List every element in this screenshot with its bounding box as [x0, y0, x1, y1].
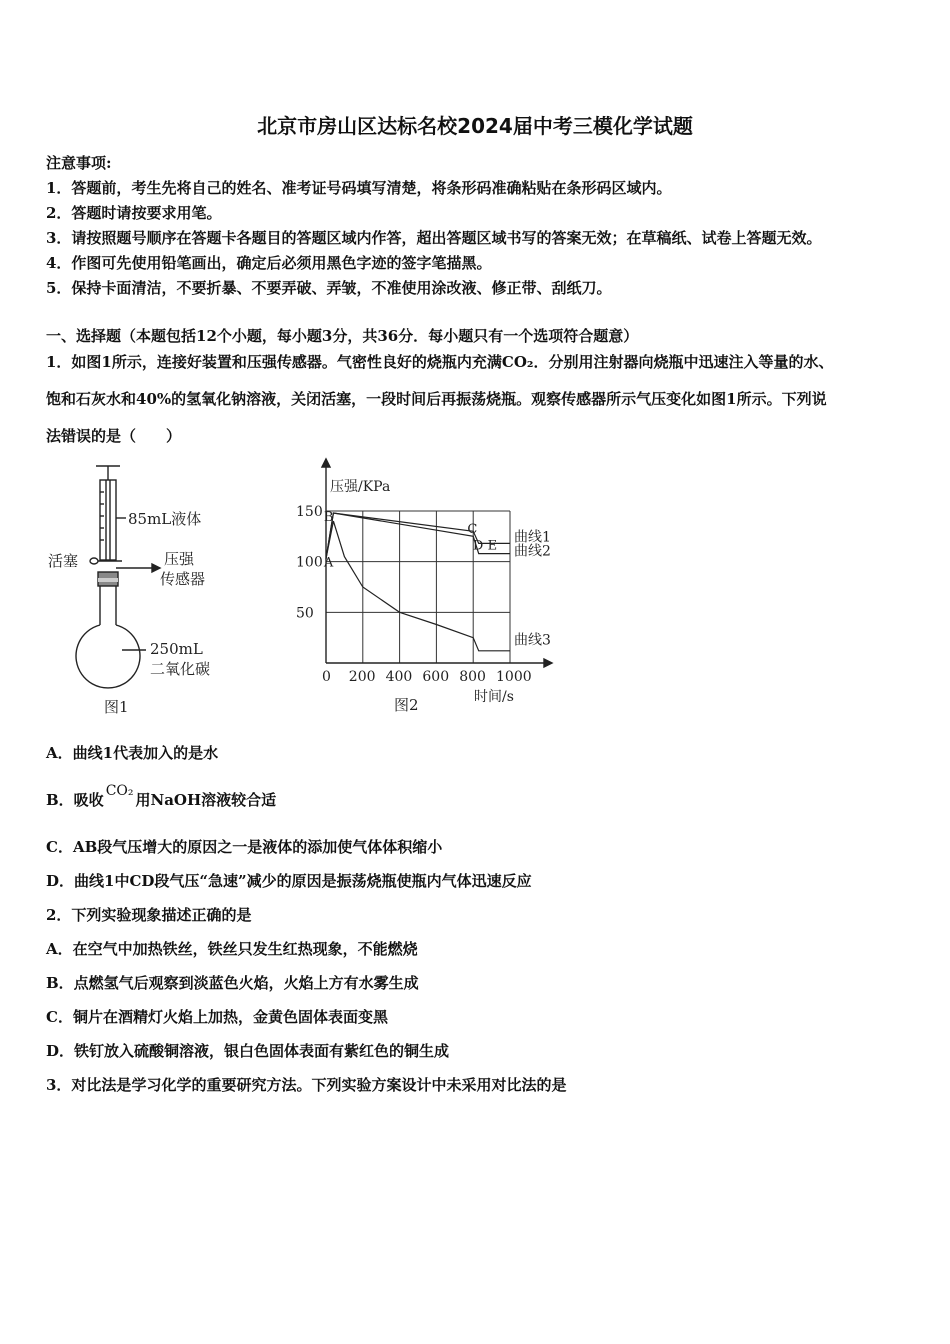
sensor-label-1: 压强	[164, 550, 195, 568]
point-label-b: B	[323, 510, 334, 526]
sensor-label-2: 传感器	[160, 570, 206, 588]
x-tick-label: 800	[459, 669, 486, 685]
q1-option-b	[46, 783, 277, 810]
y-axis-label: 压强/KPa	[330, 479, 391, 495]
point-label-e: E	[487, 538, 498, 554]
y-tick-label: 100	[296, 554, 323, 571]
figure-1-caption: 图1	[104, 698, 129, 716]
q1-stem-line2: 饱和石灰水和40%的氢氧化钠溶液，关闭活塞，一段时间后再振荡烧瓶。观察传感器所示气压变化如图1所示。下列说	[46, 390, 827, 408]
notice-item-1: 1．答题前，考生先将自己的姓名、准考证号码填写清楚，将条形码准确粘贴在条形码区域内。	[46, 179, 672, 197]
x-tick-label: 1000	[496, 669, 532, 685]
notice-item-3: 3．请按照题号顺序在答题卡各题目的答题区域内作答，超出答题区域书写的答案无效；在草稿纸、试卷上答题无效。	[46, 229, 822, 247]
q1-option-a: A．曲线1代表加入的是水	[46, 744, 219, 762]
q1-stem-line1: 1．如图1所示，连接好装置和压强传感器。气密性良好的烧瓶内充满CO₂．分别用注射器向烧瓶中迅速注入等量的水、	[46, 353, 834, 371]
x-tick-label: 0	[322, 669, 331, 685]
q3-stem: 3．对比法是学习化学的重要研究方法。下列实验方案设计中未采用对比法的是	[46, 1076, 567, 1094]
valve-knob	[90, 558, 98, 564]
series-legend-2: 曲线2	[514, 543, 551, 560]
q1-option-b-pre: B．吸收	[46, 791, 104, 809]
figure-1-apparatus	[40, 460, 260, 720]
q1-option-b-formula: CO₂	[105, 783, 134, 799]
y-tick-label: 50	[296, 605, 314, 622]
figure-2-caption: 图2	[394, 696, 419, 714]
point-label-a: A	[323, 555, 334, 571]
q2-option-a: A．在空气中加热铁丝，铁丝只发生红热现象，不能燃烧	[46, 940, 418, 958]
valve-label: 活塞	[48, 552, 79, 570]
syringe-label: 85mL液体	[128, 510, 202, 528]
q2-option-c: C．铜片在酒精灯火焰上加热，金黄色固体表面变黑	[46, 1008, 388, 1026]
x-axis-arrow	[544, 659, 552, 667]
x-tick-label: 600	[422, 669, 450, 685]
q2-option-b: B．点燃氢气后观察到淡蓝色火焰，火焰上方有水雾生成	[46, 974, 419, 992]
notice-heading: 注意事项:	[46, 154, 112, 172]
notice-item-4: 4．作图可先使用铅笔画出，确定后必须用黑色字迹的签字笔描黑。	[46, 254, 492, 272]
point-label-c: C	[467, 522, 478, 538]
q1-stem-line3: 法错误的是（ ）	[46, 427, 182, 445]
page-title: 北京市房山区达标名校2024届中考三模化学试题	[257, 114, 693, 138]
q2-stem: 2．下列实验现象描述正确的是	[46, 906, 252, 924]
q1-option-d: D．曲线1中CD段气压“急速”减少的原因是振荡烧瓶使瓶内气体迅速反应	[46, 872, 532, 890]
y-tick-label: 150	[296, 504, 323, 520]
x-tick-label: 400	[385, 669, 413, 685]
point-label-d: D	[472, 538, 484, 554]
q1-option-c: C．AB段气压增大的原因之一是液体的添加使气体体积缩小	[46, 838, 443, 856]
q2-option-d: D．铁钉放入硫酸铜溶液，银白色固体表面有紫红色的铜生成	[46, 1042, 450, 1060]
notice-item-2: 2．答题时请按要求用笔。	[46, 204, 222, 222]
y-axis-arrow	[322, 459, 330, 467]
figure-2-chart	[290, 455, 570, 720]
x-tick-label: 200	[348, 669, 376, 685]
flask-label-2: 二氧化碳	[150, 660, 211, 678]
q1-option-b-post: 用NaOH溶液较合适	[135, 791, 277, 809]
x-axis-label: 时间/s	[474, 689, 514, 705]
flask-bulb	[76, 625, 140, 688]
series-legend-1: 曲线1	[514, 529, 551, 546]
flask-label-1: 250mL	[150, 640, 203, 658]
notice-item-5: 5．保持卡面清洁，不要折暴、不要弄破、弄皱，不准使用涂改液、修正带、刮纸刀。	[46, 279, 612, 297]
section-heading: 一、选择题（本题包括12个小题，每小题3分，共36分．每小题只有一个选项符合题意）	[46, 327, 639, 345]
series-legend-3: 曲线3	[514, 632, 551, 649]
